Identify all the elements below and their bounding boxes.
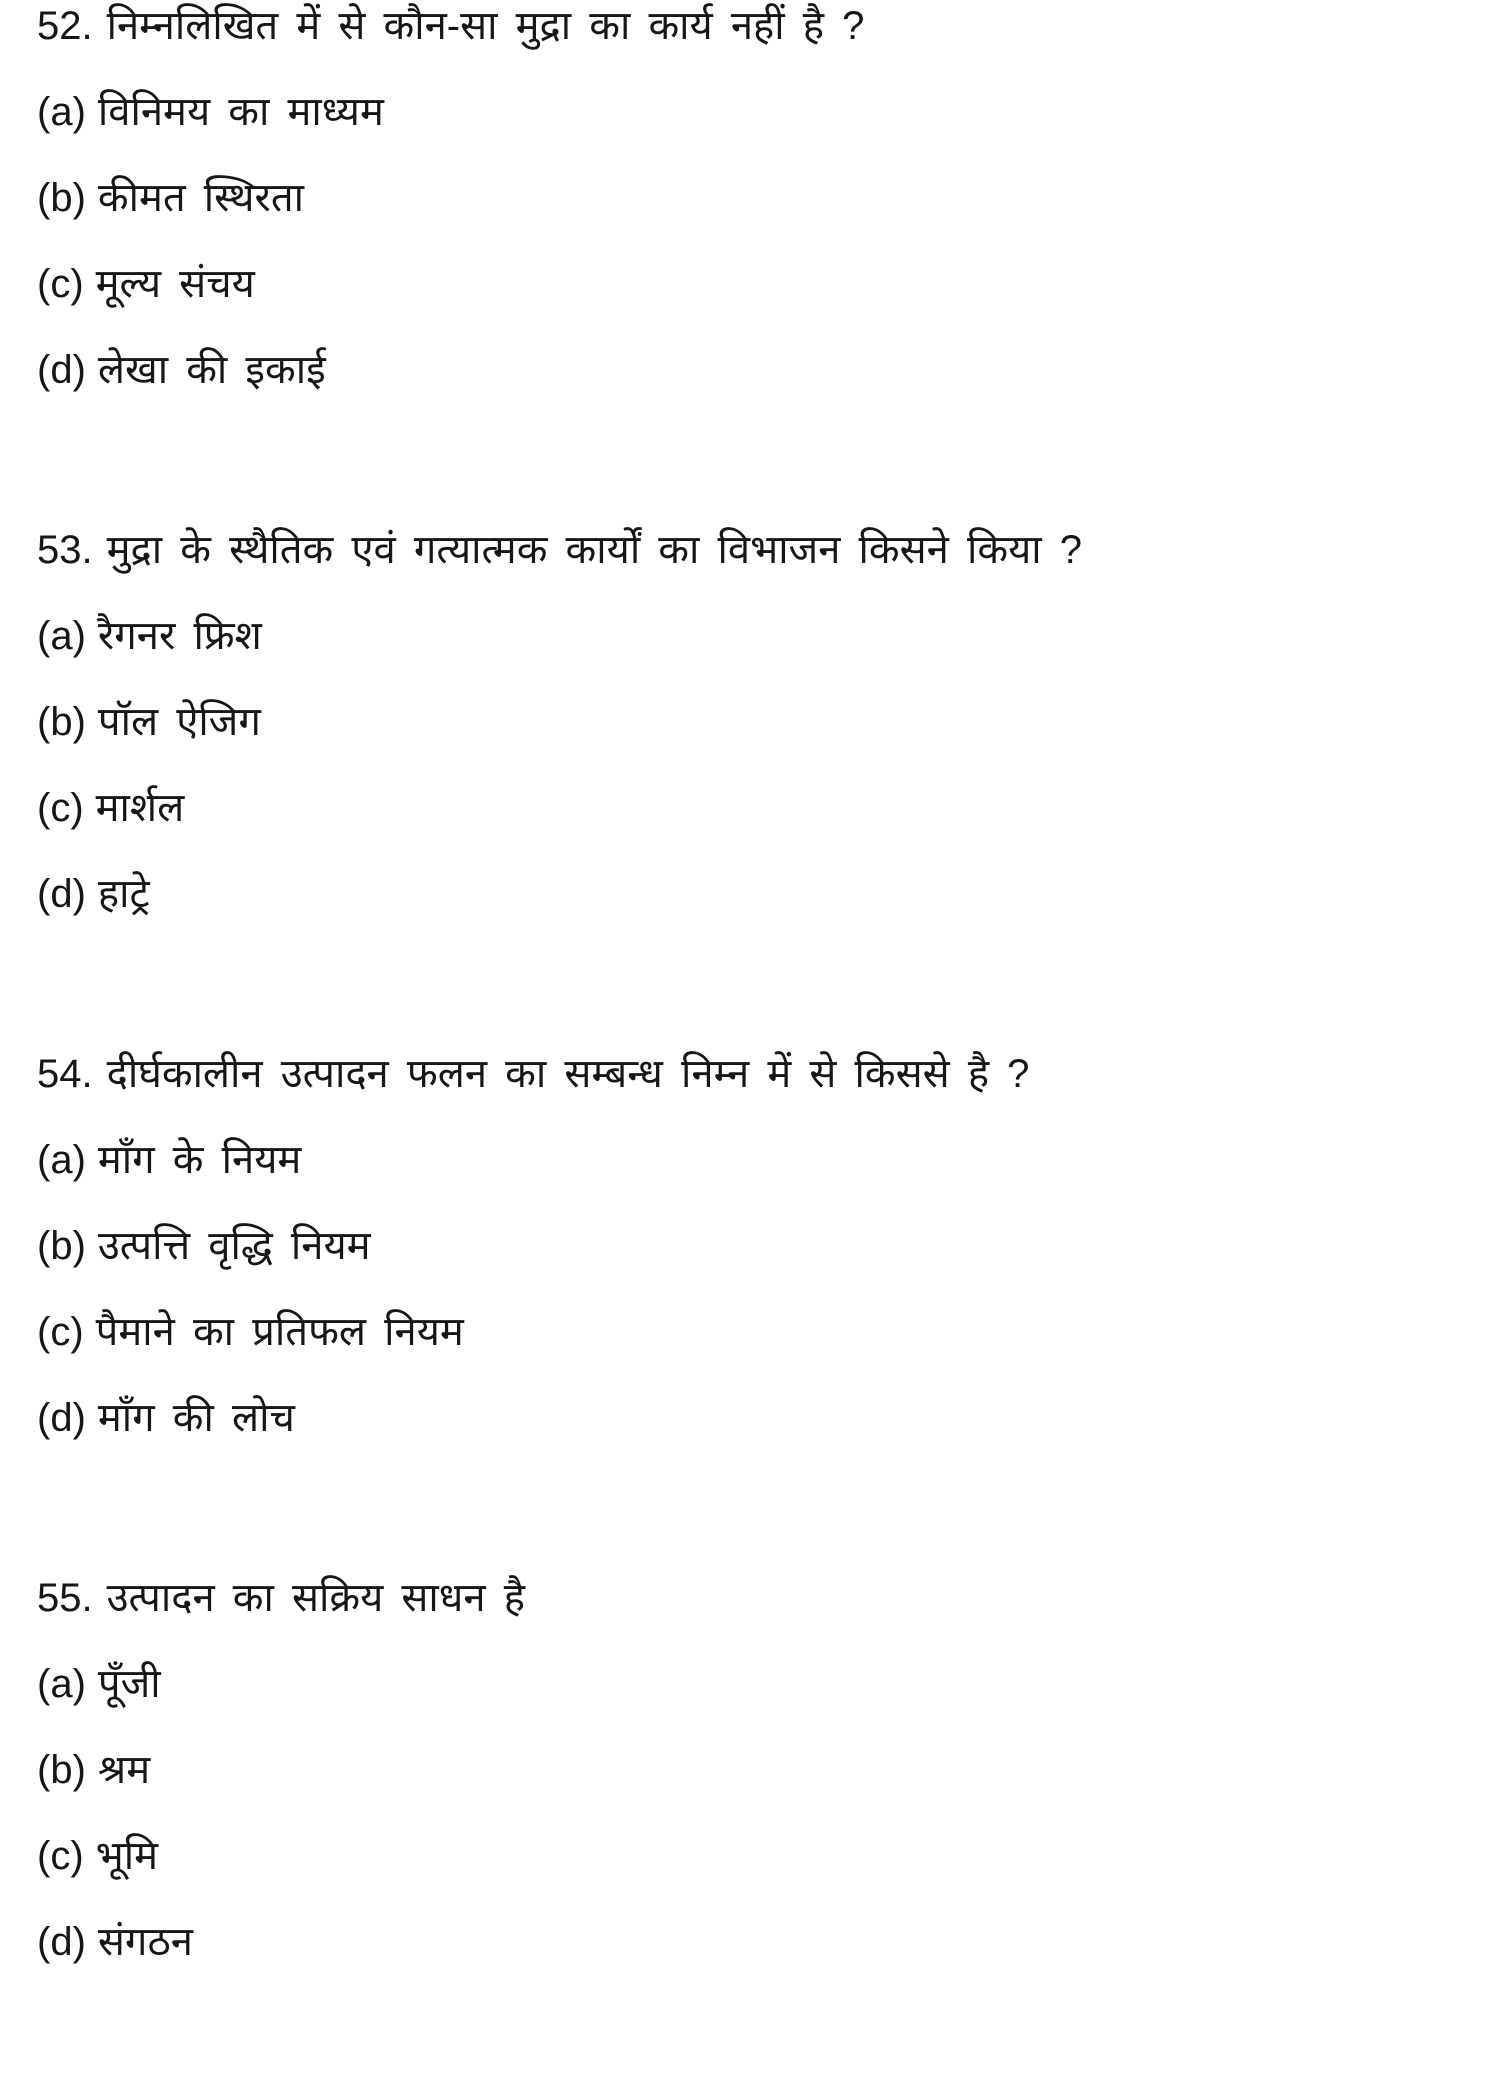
option-text: श्रम — [97, 1748, 151, 1792]
question-text: मुद्रा के स्थैतिक एवं गत्यात्मक कार्यों का विभाजन किसने किया ? — [106, 528, 1082, 572]
option-label: (b) — [37, 700, 86, 744]
option-label: (c) — [37, 1310, 84, 1354]
option-b — [37, 698, 1475, 784]
option-d — [37, 870, 1475, 956]
option-c — [37, 784, 1475, 870]
option-b — [37, 174, 1475, 260]
question-55 — [37, 1574, 1475, 2098]
option-text: माँग के नियम — [97, 1138, 302, 1182]
option-a — [37, 1660, 1475, 1746]
option-text: विनिमय का माध्यम — [97, 90, 384, 134]
option-text: कीमत स्थिरता — [97, 176, 305, 220]
option-label: (a) — [37, 1662, 86, 1706]
option-d — [37, 1918, 1475, 2004]
question-number: 52. — [37, 4, 93, 48]
option-a — [37, 88, 1475, 174]
question-number: 54. — [37, 1052, 93, 1096]
question-text: निम्नलिखित में से कौन-सा मुद्रा का कार्य नहीं है ? — [106, 4, 865, 48]
option-label: (d) — [37, 872, 86, 916]
question-title — [37, 1574, 1475, 1660]
option-label: (b) — [37, 176, 86, 220]
question-54 — [37, 1050, 1475, 1574]
option-label: (c) — [37, 262, 84, 306]
question-title — [37, 1050, 1475, 1136]
option-text: हाट्रे — [97, 872, 150, 916]
option-c — [37, 260, 1475, 346]
question-number: 55. — [37, 1576, 93, 1620]
question-title — [37, 2, 1475, 88]
option-label: (d) — [37, 348, 86, 392]
option-label: (d) — [37, 1920, 86, 1964]
option-c — [37, 1832, 1475, 1918]
option-label: (d) — [37, 1396, 86, 1440]
option-text: माँग की लोच — [97, 1396, 295, 1440]
question-number: 53. — [37, 528, 93, 572]
question-52 — [37, 2, 1475, 526]
question-53 — [37, 526, 1475, 1050]
option-label: (b) — [37, 1224, 86, 1268]
option-label: (a) — [37, 614, 86, 658]
option-text: मार्शल — [95, 786, 185, 830]
question-title — [37, 526, 1475, 612]
option-text: भूमि — [95, 1834, 159, 1878]
option-label: (c) — [37, 1834, 84, 1878]
option-text: पॉल ऐजिग — [97, 700, 261, 744]
question-text: दीर्घकालीन उत्पादन फलन का सम्बन्ध निम्न में से किससे है ? — [106, 1052, 1030, 1096]
option-text: पैमाने का प्रतिफल नियम — [95, 1310, 464, 1354]
option-label: (b) — [37, 1748, 86, 1792]
option-text: रैगनर फ्रिश — [97, 614, 262, 658]
option-text: मूल्य संचय — [95, 262, 255, 306]
question-text: उत्पादन का सक्रिय साधन है — [106, 1576, 525, 1620]
option-label: (a) — [37, 1138, 86, 1182]
option-c — [37, 1308, 1475, 1394]
option-d — [37, 1394, 1475, 1480]
option-b — [37, 1746, 1475, 1832]
option-text: संगठन — [97, 1920, 193, 1964]
option-label: (a) — [37, 90, 86, 134]
option-text: उत्पत्ति वृद्धि नियम — [97, 1224, 371, 1268]
option-a — [37, 1136, 1475, 1222]
option-label: (c) — [37, 786, 84, 830]
option-b — [37, 1222, 1475, 1308]
option-text: पूँजी — [97, 1662, 161, 1706]
option-text: लेखा की इकाई — [97, 348, 326, 392]
option-d — [37, 346, 1475, 432]
option-a — [37, 612, 1475, 698]
